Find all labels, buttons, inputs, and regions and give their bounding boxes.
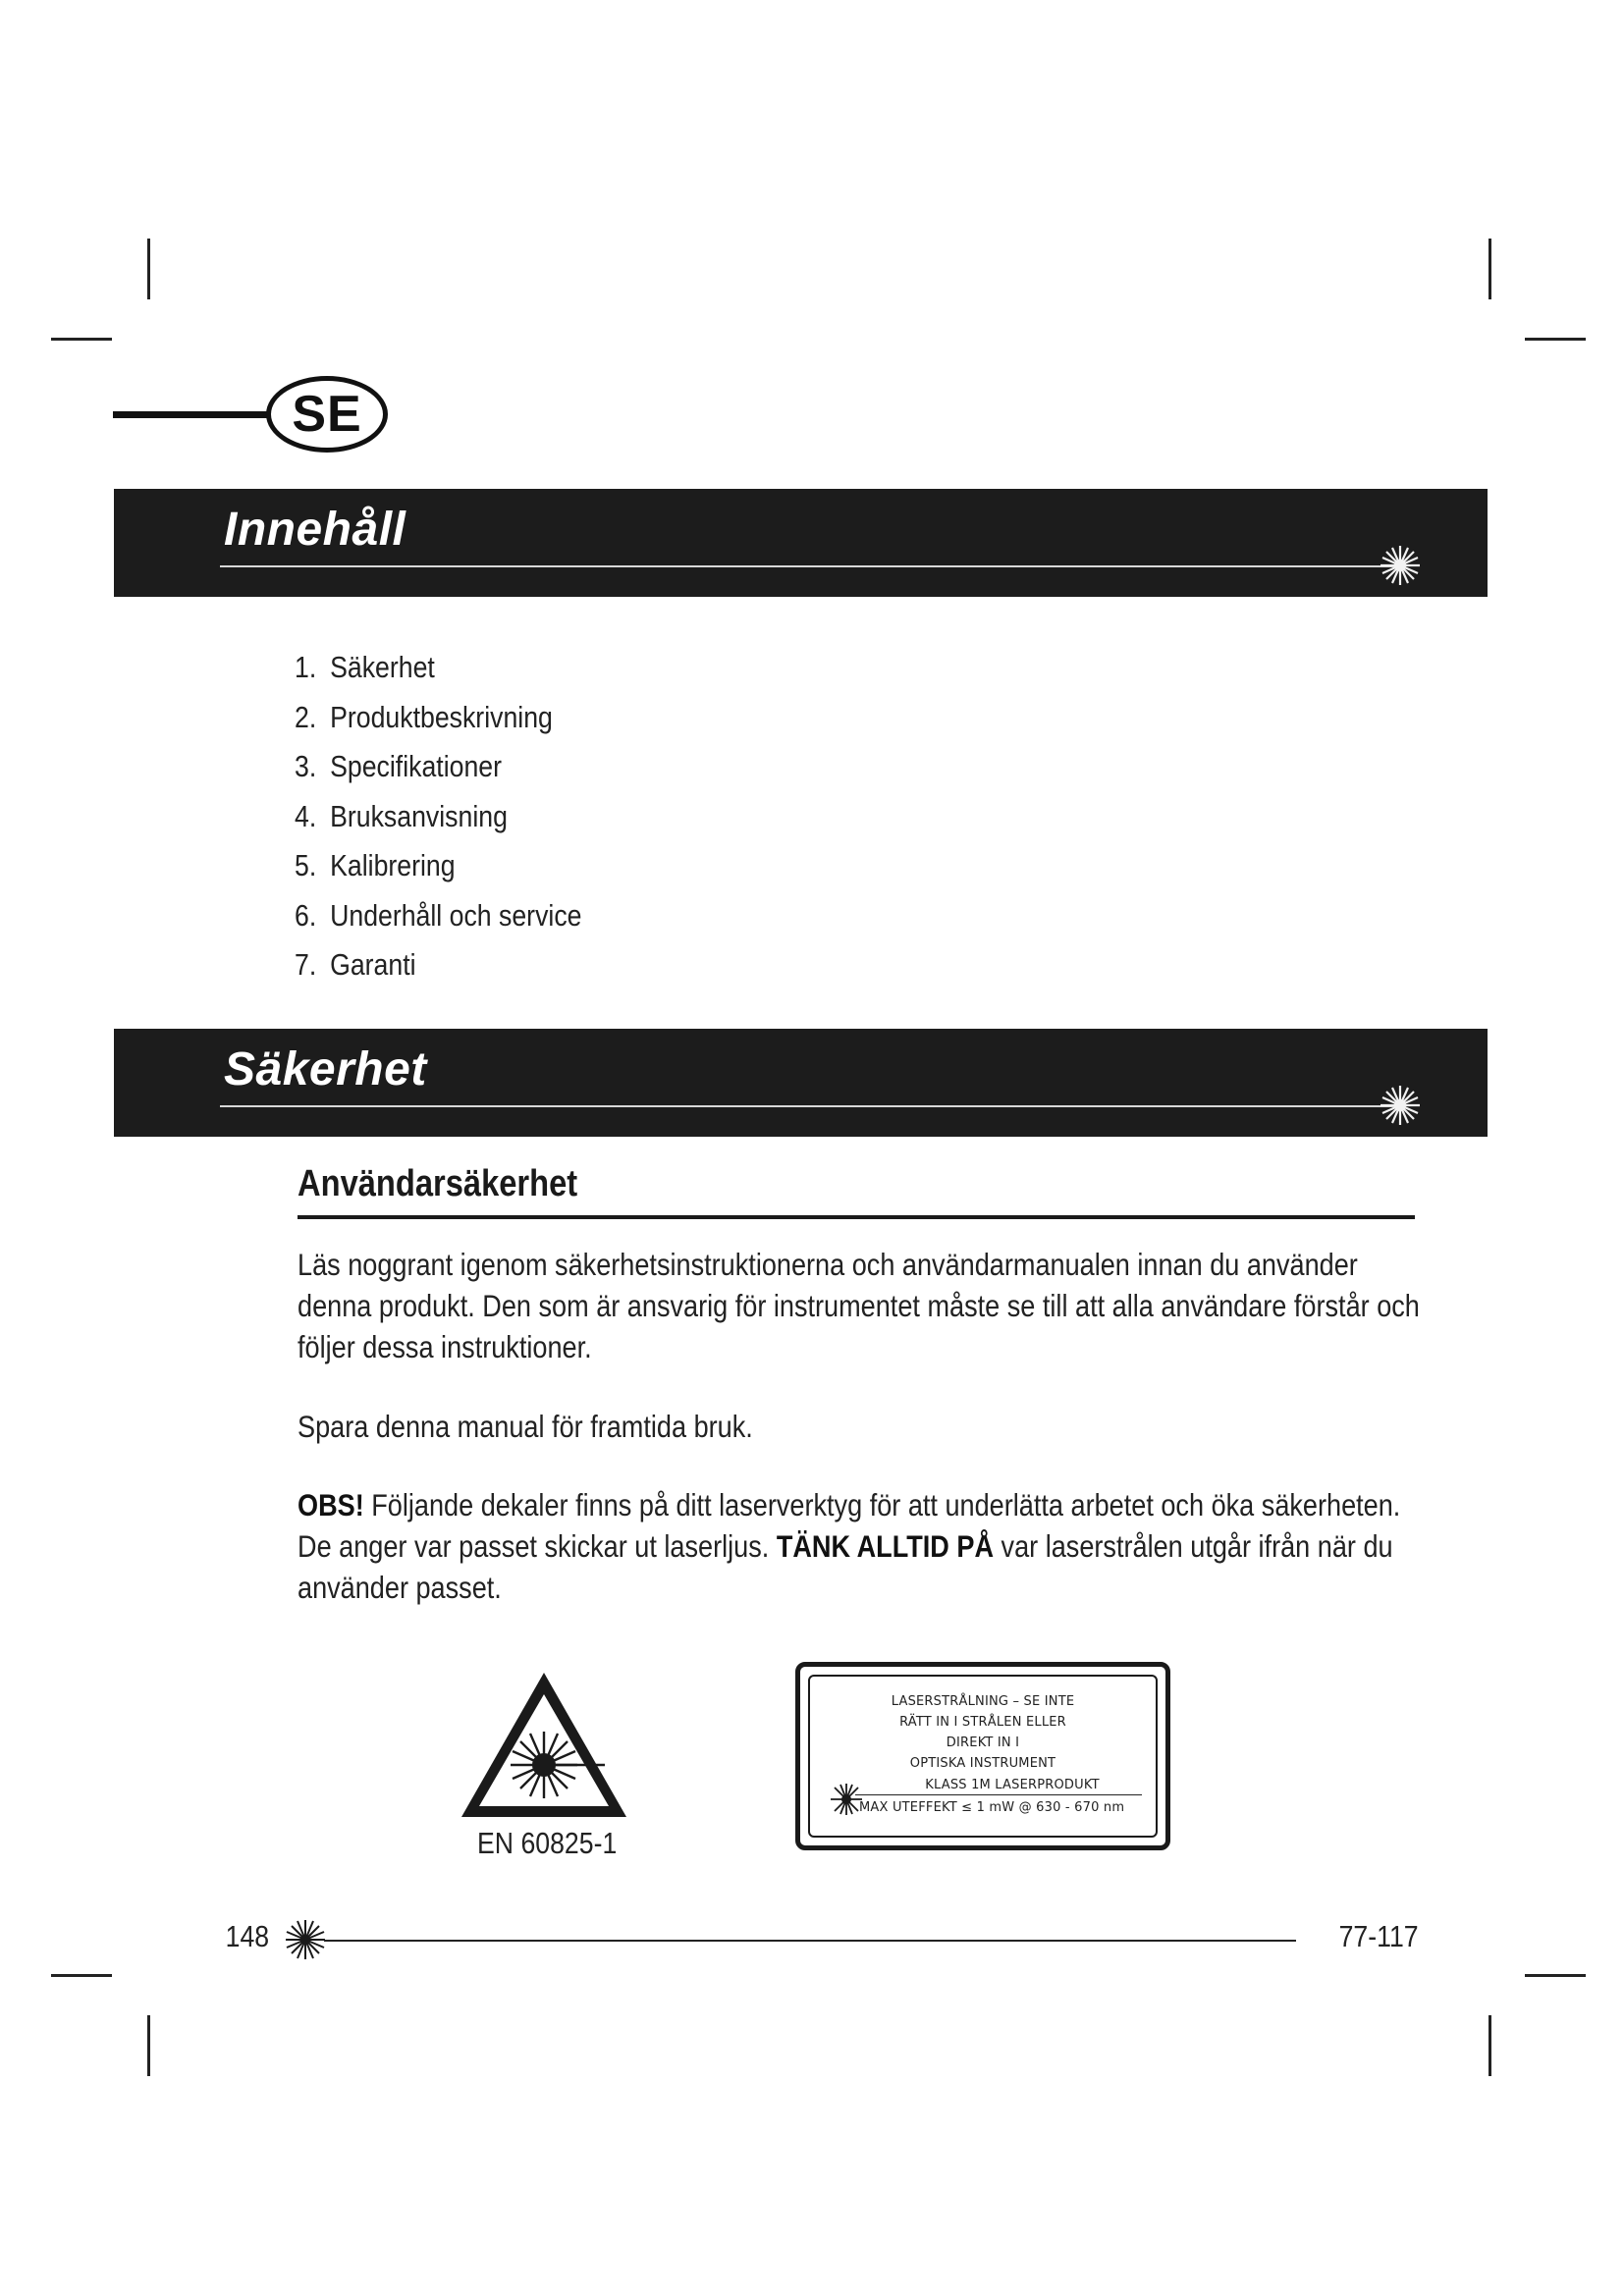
laser-star-icon [1379,1084,1422,1127]
language-badge [113,376,398,454]
toc-item: 5. Kalibrering [295,848,456,882]
intro-paragraph: Läs noggrant igenom säkerhetsinstruktionerna och användarmanualen innan du använder denna produkt. Den som är ansvarig för instrumentet måste se till att alla användare förstår och följer dessa instruktioner. [298,1247,1420,1364]
toc-item: 4. Bruksanvisning [295,798,508,833]
badge-text: SE [292,386,362,443]
save-manual-paragraph: Spara denna manual för framtida bruk. [298,1409,753,1444]
toc-item: 3. Specifikationer [295,749,502,783]
emphasis-text: TÄNK ALLTID PÅ [776,1528,995,1564]
laser-star-icon [1379,544,1422,587]
crop-mark [1525,1974,1586,1977]
footer-rule [324,1940,1296,1942]
safety-title-bar [114,1029,1488,1137]
label-line: KLASS 1M LASERPRODUKT [925,1778,1100,1792]
crop-mark [51,1974,112,1977]
user-safety-heading: Användarsäkerhet [298,1163,578,1204]
crop-mark [1489,2015,1491,2076]
label-line: MAX UTEFFEKT ≤ 1 mW @ 630 - 670 nm [859,1800,1125,1815]
label-rule [855,1794,1142,1795]
crop-mark [51,338,112,341]
crop-mark [147,239,150,299]
toc-item: 7. Garanti [295,947,416,982]
laser-warning-triangle-icon [458,1669,630,1821]
safety-title: Säkerhet [224,1043,427,1095]
toc-item: 2. Produktbeskrivning [295,699,553,734]
document-code: 77-117 [1338,1919,1419,1953]
label-line: DIREKT IN I [946,1735,1020,1750]
label-line: LASERSTRÅLNING – SE INTE [891,1694,1075,1709]
page-number: 148 [225,1919,270,1953]
standard-caption: EN 60825-1 [477,1826,618,1860]
toc-title-bar [114,489,1488,597]
label-line: RÄTT IN I STRÅLEN ELLER [899,1715,1066,1730]
crop-mark [147,2015,150,2076]
laser-class-label [795,1662,1170,1850]
heading-rule [298,1215,1415,1219]
crop-mark [1489,239,1491,299]
table-of-contents [295,643,628,990]
laser-star-icon [285,1919,326,1960]
title-underline [220,565,1398,567]
toc-item: 1. Säkerhet [295,650,435,684]
obs-label: OBS! [298,1487,364,1522]
title-underline [220,1105,1398,1107]
obs-paragraph: OBS! Följande dekaler finns på ditt laserverktyg för att underlätta arbetet och öka säkerheten. De anger var passet skickar ut laserljus. TÄNK ALLTID PÅ var laserstrålen utgår ifrån när du använder passet. [298,1487,1401,1605]
label-line: OPTISKA INSTRUMENT [909,1756,1056,1771]
badge-rule [113,411,270,418]
badge-circle [266,376,388,453]
crop-mark [1525,338,1586,341]
toc-title: Innehåll [224,504,406,556]
toc-item: 6. Underhåll och service [295,897,582,933]
laser-star-icon [830,1783,863,1816]
